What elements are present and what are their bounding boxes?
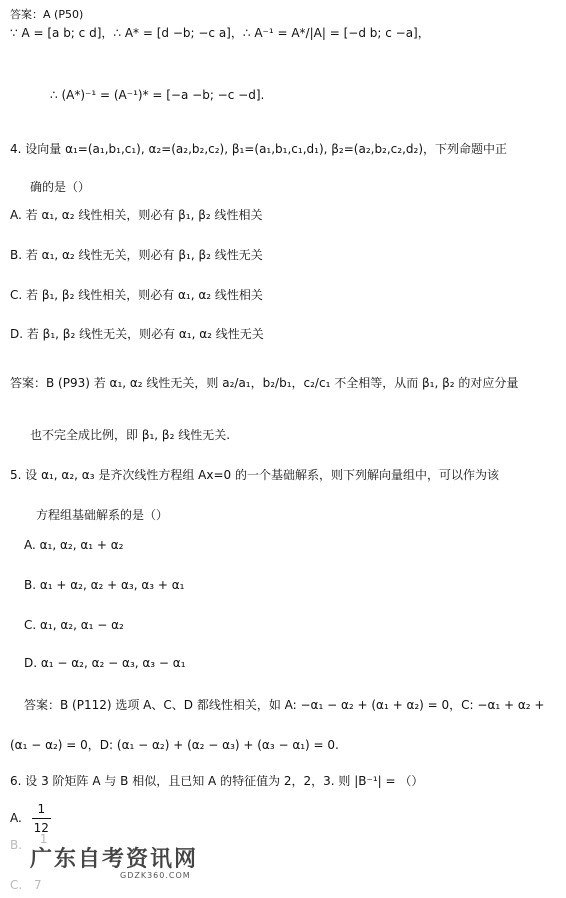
watermark-brand: 广东自考资讯网 <box>30 847 199 872</box>
q6-option-c-label: C. <box>10 878 23 892</box>
q5-stem-line2: 方程组基础解系的是（） <box>36 508 169 522</box>
q5-answer-line2: (α₁ − α₂) = 0，D: (α₁ − α₂) + (α₂ − α₃) + (α₃ − α₁) = 0. <box>10 738 339 752</box>
q5-answer-line1: 答案：B (P112) 选项 A、C、D 都线性相关，如 A: −α₁ − α₂ + (α₁ + α₂) = 0，C: −α₁ + α₂ + <box>24 698 545 712</box>
q5-option-d: D. α₁ − α₂, α₂ − α₃, α₃ − α₁ <box>24 656 186 670</box>
q4-option-c: C. 若 β₁, β₂ 线性相关，则必有 α₁, α₂ 线性相关 <box>10 288 263 302</box>
q4-option-d: D. 若 β₁, β₂ 线性无关，则必有 α₁, α₂ 线性无关 <box>10 327 264 341</box>
q6-option-a-denominator: 12 <box>33 821 49 835</box>
q6-option-b-label: B. <box>10 838 23 852</box>
q4-answer-line1: 答案：B (P93) 若 α₁, α₂ 线性无关，则 a₂/a₁，b₂/b₁，c₂/c₁ 不全相等，从而 β₁, β₂ 的对应分量 <box>10 376 519 390</box>
watermark-url: GDZK360.COM <box>120 871 191 880</box>
q4-stem-line1: 4. 设向量 α₁=(a₁,b₁,c₁), α₂=(a₂,b₂,c₂), β₁=(a₁,b₁,c₁,d₁), β₂=(a₂,b₂,c₂,d₂)，下列命题中正 <box>10 142 508 156</box>
q6-option-c-value: 7 <box>34 878 42 892</box>
q5-stem-line1: 5. 设 α₁, α₂, α₃ 是齐次线性方程组 Ax=0 的一个基础解系，则下列解向量组中，可以作为该 <box>10 468 499 482</box>
q5-option-c: C. α₁, α₂, α₁ − α₂ <box>24 618 124 632</box>
q3-answer-line1: ∵ A = [a b; c d]，∴ A* = [d −b; −c a]，∴ A⁻¹ = A*/|A| = [−d b; c −a]， <box>10 26 430 40</box>
q5-option-a: A. α₁, α₂, α₁ + α₂ <box>24 538 124 552</box>
q4-answer-line2: 也不完全成比例，即 β₁, β₂ 线性无关. <box>30 428 231 442</box>
q3-answer-label: 答案：A (P50) <box>10 8 84 21</box>
q6-stem: 6. 设 3 阶矩阵 A 与 B 相似，且已知 A 的特征值为 2，2，3. 则 |B⁻¹| = （） <box>10 774 424 788</box>
q4-option-b: B. 若 α₁, α₂ 线性无关，则必有 β₁, β₂ 线性无关 <box>10 248 263 262</box>
q6-option-a-numerator: 1 <box>32 800 51 819</box>
site-watermark <box>30 842 220 882</box>
q5-option-b: B. α₁ + α₂, α₂ + α₃, α₃ + α₁ <box>24 578 185 592</box>
q6-option-b-numerator: 1 <box>39 832 48 846</box>
q6-option-a-label: A. <box>10 811 22 825</box>
q3-answer-line2: ∴ (A*)⁻¹ = (A⁻¹)* = [−a −b; −c −d]. <box>50 88 265 102</box>
q4-stem-line2: 确的是（） <box>30 180 91 194</box>
q4-option-a: A. 若 α₁, α₂ 线性相关，则必有 β₁, β₂ 线性相关 <box>10 208 263 222</box>
